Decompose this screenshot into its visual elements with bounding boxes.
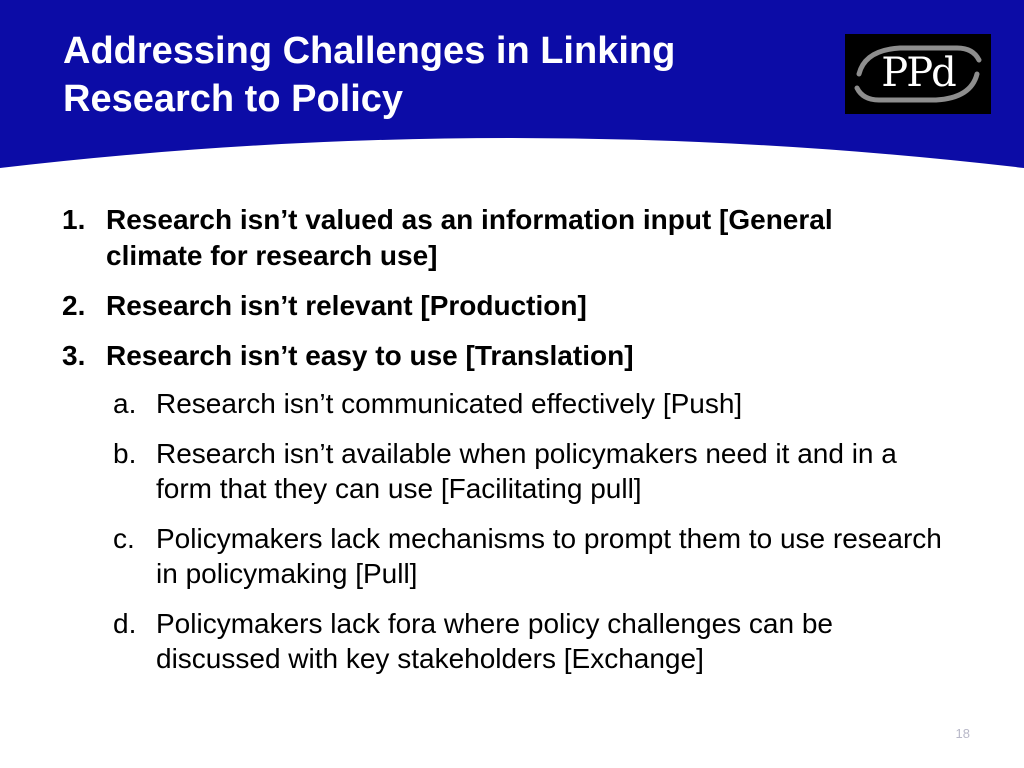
sublist-marker: a. [113, 388, 137, 419]
sublist-marker: d. [113, 608, 137, 639]
list-marker: 3. [62, 340, 86, 371]
translation-sublist [113, 386, 962, 676]
list-marker: 2. [62, 290, 86, 321]
slide-title: Addressing Challenges in Linking Research to Policy [63, 30, 676, 120]
sublist-marker: b. [113, 438, 137, 469]
list-item-3 [62, 338, 962, 374]
challenges-list [62, 202, 962, 691]
list-item-text: Research isn’t easy to use [Translation] [106, 340, 634, 371]
sublist-item-a [113, 386, 962, 421]
sublist-marker: c. [113, 523, 135, 554]
logo-text: PPd [881, 50, 955, 96]
list-item-1 [62, 202, 962, 274]
sublist-item-text: Policymakers lack fora where policy challenges can be discussed with key stakeholders [Exchange] [156, 608, 833, 674]
sublist-item-c [113, 521, 962, 591]
sublist-item-text: Policymakers lack mechanisms to prompt them to use research in policymaking [Pull] [156, 523, 942, 589]
list-marker: 1. [62, 204, 86, 235]
sublist-item-text: Research isn’t available when policymakers need it and in a form that they can use [Facilitating pull] [156, 438, 897, 504]
sublist-item-text: Research isn’t communicated effectively [Push] [156, 388, 743, 419]
list-item-text: Research isn’t relevant [Production] [106, 290, 587, 321]
ppd-logo [845, 34, 991, 114]
list-item-text: Research isn’t valued as an information input [General climate for research use] [106, 204, 833, 271]
sublist-item-b [113, 436, 962, 506]
sublist-item-d [113, 606, 962, 676]
list-item-2 [62, 288, 962, 324]
page-number: 18 [955, 726, 970, 741]
